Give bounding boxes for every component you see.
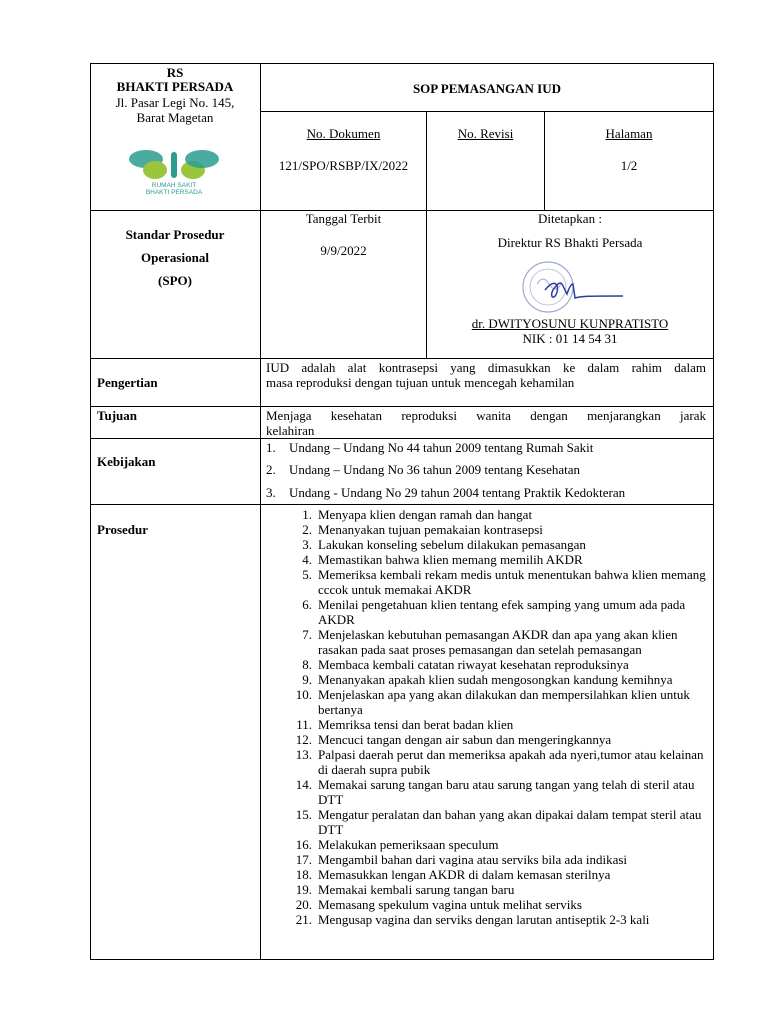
list-item: 9. Menanyakan apakah klien sudah mengosongkan kandung kemihnya bbox=[302, 672, 673, 687]
tujuan-line2: kelahiran bbox=[266, 423, 315, 438]
prosedur-label: Prosedur bbox=[97, 522, 149, 537]
revision-label: No. Revisi bbox=[457, 126, 514, 141]
signer-nik: NIK : 01 14 54 31 bbox=[522, 331, 618, 346]
kebijakan-item-1: Undang – Undang No 44 tahun 2009 tentang Rumah Sakit bbox=[289, 440, 594, 455]
list-item: 4. Memastikan bahwa klien memang memilih AKDR bbox=[302, 552, 583, 567]
pengertian-line1: IUD adalah alat kontrasepsi yang dimasukkan ke dalam rahim dalam bbox=[266, 360, 706, 375]
hospital-logo bbox=[122, 148, 226, 196]
logo-text-line2: BHAKTI PERSADA bbox=[145, 189, 203, 196]
list-item: 6. Menilai pengetahuan klien tentang efek samping yang umum ada pada AKDR bbox=[302, 597, 686, 627]
divider-kebijakan bbox=[90, 504, 714, 505]
list-item: 14. Memakai sarung tangan baru atau sarung tangan yang telah di steril atau DTT bbox=[295, 777, 695, 807]
list-item: 16. Melakukan pemeriksaan speculum bbox=[295, 837, 499, 852]
spo-line3: (SPO) bbox=[158, 273, 192, 288]
hospital-name: BHAKTI PERSADA bbox=[116, 79, 234, 94]
issue-date-label: Tanggal Terbit bbox=[305, 211, 382, 226]
list-item: 13. Palpasi daerah perut dan memeriksa apakah ada nyeri,tumor atau kelainan di daerah supra pubik bbox=[295, 747, 704, 777]
pengertian-label: Pengertian bbox=[97, 375, 158, 390]
list-item: 8. Membaca kembali catatan riwayat kesehatan reproduksinya bbox=[302, 657, 629, 672]
signature-stamp bbox=[515, 260, 635, 316]
address-line1: Jl. Pasar Legi No. 145, bbox=[115, 95, 235, 110]
divider-pengertian bbox=[90, 406, 714, 407]
doc-number-label: No. Dokumen bbox=[306, 126, 381, 141]
kebijakan-num-1: 1. bbox=[266, 440, 276, 455]
divider-spo bbox=[90, 358, 714, 359]
spo-line1: Standar Prosedur bbox=[125, 227, 225, 242]
sop-document bbox=[90, 63, 714, 960]
divider-col-main bbox=[260, 63, 261, 960]
kebijakan-num-3: 3. bbox=[266, 485, 276, 500]
list-item: 21. Mengusap vagina dan serviks dengan larutan antiseptik 2-3 kali bbox=[295, 912, 650, 927]
stamp-signature-icon bbox=[515, 260, 635, 316]
list-item: 11. Memriksa tensi dan berat badan klien bbox=[296, 717, 514, 732]
signer-name: dr. DWITYOSUNU KUNPRATISTO bbox=[471, 316, 669, 331]
table-border-left bbox=[90, 63, 91, 960]
kebijakan-num-2: 2. bbox=[266, 462, 276, 477]
document-title: SOP PEMASANGAN IUD bbox=[412, 81, 562, 96]
issue-date-value: 9/9/2022 bbox=[320, 243, 367, 258]
header-rs: RS bbox=[166, 65, 184, 80]
list-item: 2. Menanyakan tujuan pemakaian kontrasepsi bbox=[302, 522, 543, 537]
list-item: 7. Menjelaskan kebutuhan pemasangan AKDR dan apa yang akan klien rasakan pada saat proses pemasangan dan setelah pemasangan bbox=[302, 627, 678, 657]
table-border-bottom bbox=[90, 959, 714, 960]
table-border-top bbox=[90, 63, 714, 64]
page-label: Halaman bbox=[605, 126, 653, 141]
list-item: 20. Memasang spekulum vagina untuk melihat serviks bbox=[295, 897, 582, 912]
list-item: 15. Mengatur peralatan dan bahan yang akan dipakai dalam tempat steril atau DTT bbox=[295, 807, 702, 837]
established-by: Direktur RS Bhakti Persada bbox=[497, 235, 643, 250]
tujuan-label: Tujuan bbox=[97, 408, 137, 423]
list-item: 10. Menjelaskan apa yang akan dilakukan dan mempersilahkan klien untuk bertanya bbox=[295, 687, 690, 717]
doc-number-value: 121/SPO/RSBP/IX/2022 bbox=[278, 158, 409, 173]
list-item: 5. Memeriksa kembali rekam medis untuk menentukan bahwa klien memang cccok untuk memakai AKDR bbox=[302, 567, 706, 597]
divider-tujuan bbox=[90, 438, 714, 439]
butterfly-logo-icon bbox=[122, 148, 226, 196]
kebijakan-label: Kebijakan bbox=[97, 454, 156, 469]
logo-text-line1: RUMAH SAKIT bbox=[151, 182, 197, 189]
divider-title bbox=[260, 111, 714, 112]
spo-line2: Operasional bbox=[141, 250, 209, 265]
kebijakan-item-3: Undang - Undang No 29 tahun 2004 tentang Praktik Kedokteran bbox=[289, 485, 626, 500]
established-label: Ditetapkan : bbox=[538, 211, 602, 226]
page-value: 1/2 bbox=[620, 158, 638, 173]
tujuan-line1: Menjaga kesehatan reproduksi wanita dengan menjarangkan jarak bbox=[266, 408, 706, 423]
list-item: 17. Mengambil bahan dari vagina atau serviks bila ada indikasi bbox=[295, 852, 628, 867]
table-border-right bbox=[713, 63, 714, 960]
pengertian-line2: masa reproduksi dengan tujuan untuk mencegah kehamilan bbox=[266, 375, 575, 390]
prosedur-list bbox=[268, 507, 708, 927]
list-item: 3. Lakukan konseling sebelum dilakukan pemasangan bbox=[302, 537, 586, 552]
list-item: 1. Menyapa klien dengan ramah dan hangat bbox=[302, 507, 533, 522]
list-item: 12. Mencuci tangan dengan air sabun dan mengeringkannya bbox=[295, 732, 612, 747]
list-item: 19. Memakai kembali sarung tangan baru bbox=[295, 882, 515, 897]
address-line2: Barat Magetan bbox=[136, 110, 214, 125]
list-item: 18. Memasukkan lengan AKDR di dalam kemasan sterilnya bbox=[295, 867, 611, 882]
kebijakan-item-2: Undang – Undang No 36 tahun 2009 tentang Kesehatan bbox=[289, 462, 580, 477]
